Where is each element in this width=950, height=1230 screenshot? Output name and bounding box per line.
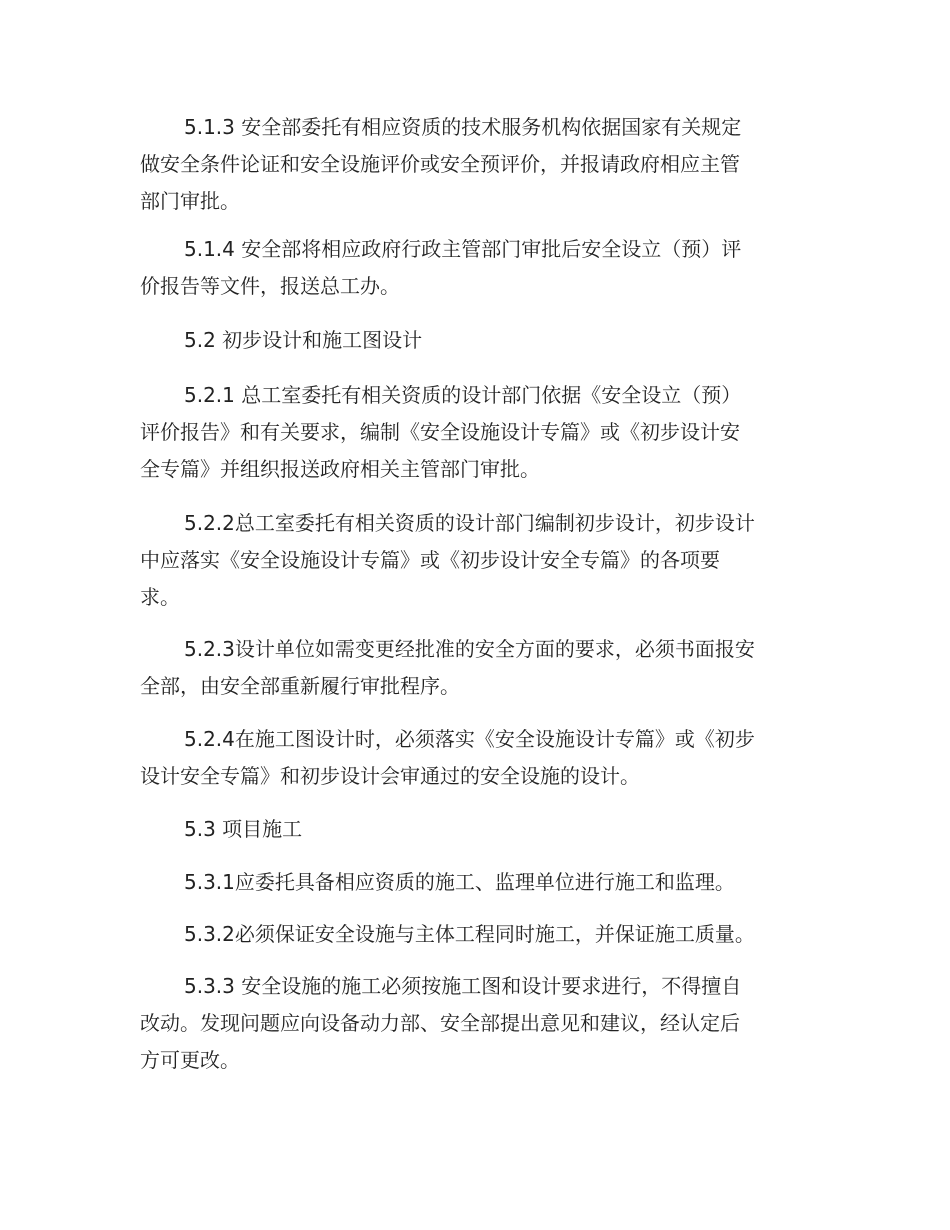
paragraph-line: 5.2.2总工室委托有相关资质的设计部门编制初步设计，初步设计 xyxy=(184,511,755,535)
paragraph-line: 部门审批。 xyxy=(140,189,240,213)
paragraph-5-3-3 xyxy=(140,968,812,1079)
paragraph-5-2-4 xyxy=(140,721,812,795)
paragraph-5-3-1 xyxy=(140,864,812,901)
paragraph-line: 5.1.4 安全部将相应政府行政主管部门审批后安全设立（预）评 xyxy=(184,237,742,261)
paragraph-line: 5.3.3 安全设施的施工必须按施工图和设计要求进行，不得擅自 xyxy=(184,974,742,998)
paragraph-5-2-1 xyxy=(140,377,812,488)
paragraph-line: 评价报告》和有关要求，编制《安全设施设计专篇》或《初步设计安 xyxy=(140,420,740,444)
paragraph-5-2-2 xyxy=(140,505,812,616)
paragraph-line: 中应落实《安全设施设计专篇》或《初步设计安全专篇》的各项要 xyxy=(140,548,720,572)
heading-5-2 xyxy=(140,322,812,359)
paragraph-5-1-3 xyxy=(140,109,812,220)
paragraph-line: 5.3.1应委托具备相应资质的施工、监理单位进行施工和监理。 xyxy=(184,870,735,894)
paragraph-line: 改动。发现问题应向设备动力部、安全部提出意见和建议，经认定后 xyxy=(140,1011,740,1035)
paragraph-line: 全专篇》并组织报送政府相关主管部门审批。 xyxy=(140,457,540,481)
paragraph-line: 5.2.4在施工图设计时，必须落实《安全设施设计专篇》或《初步 xyxy=(184,727,755,751)
section-heading: 5.3 项目施工 xyxy=(184,817,303,841)
paragraph-line: 设计安全专篇》和初步设计会审通过的安全设施的设计。 xyxy=(140,764,640,788)
paragraph-5-1-4 xyxy=(140,231,812,305)
paragraph-line: 做安全条件论证和安全设施评价或安全预评价，并报请政府相应主管 xyxy=(140,152,740,176)
paragraph-line: 5.2.3设计单位如需变更经批准的安全方面的要求，必须书面报安 xyxy=(184,637,755,661)
paragraph-line: 5.2.1 总工室委托有相关资质的设计部门依据《安全设立（预） xyxy=(184,383,742,407)
paragraph-line: 5.3.2必须保证安全设施与主体工程同时施工，并保证施工质量。 xyxy=(184,922,755,946)
paragraph-line: 5.1.3 安全部委托有相应资质的技术服务机构依据国家有关规定 xyxy=(184,115,742,139)
paragraph-line: 求。 xyxy=(140,585,180,609)
paragraph-line: 价报告等文件，报送总工办。 xyxy=(140,274,400,298)
section-heading: 5.2 初步设计和施工图设计 xyxy=(184,328,423,352)
paragraph-5-2-3 xyxy=(140,631,812,705)
paragraph-line: 方可更改。 xyxy=(140,1048,240,1072)
paragraph-5-3-2 xyxy=(140,916,812,953)
heading-5-3 xyxy=(140,811,812,848)
paragraph-line: 全部，由安全部重新履行审批程序。 xyxy=(140,674,460,698)
